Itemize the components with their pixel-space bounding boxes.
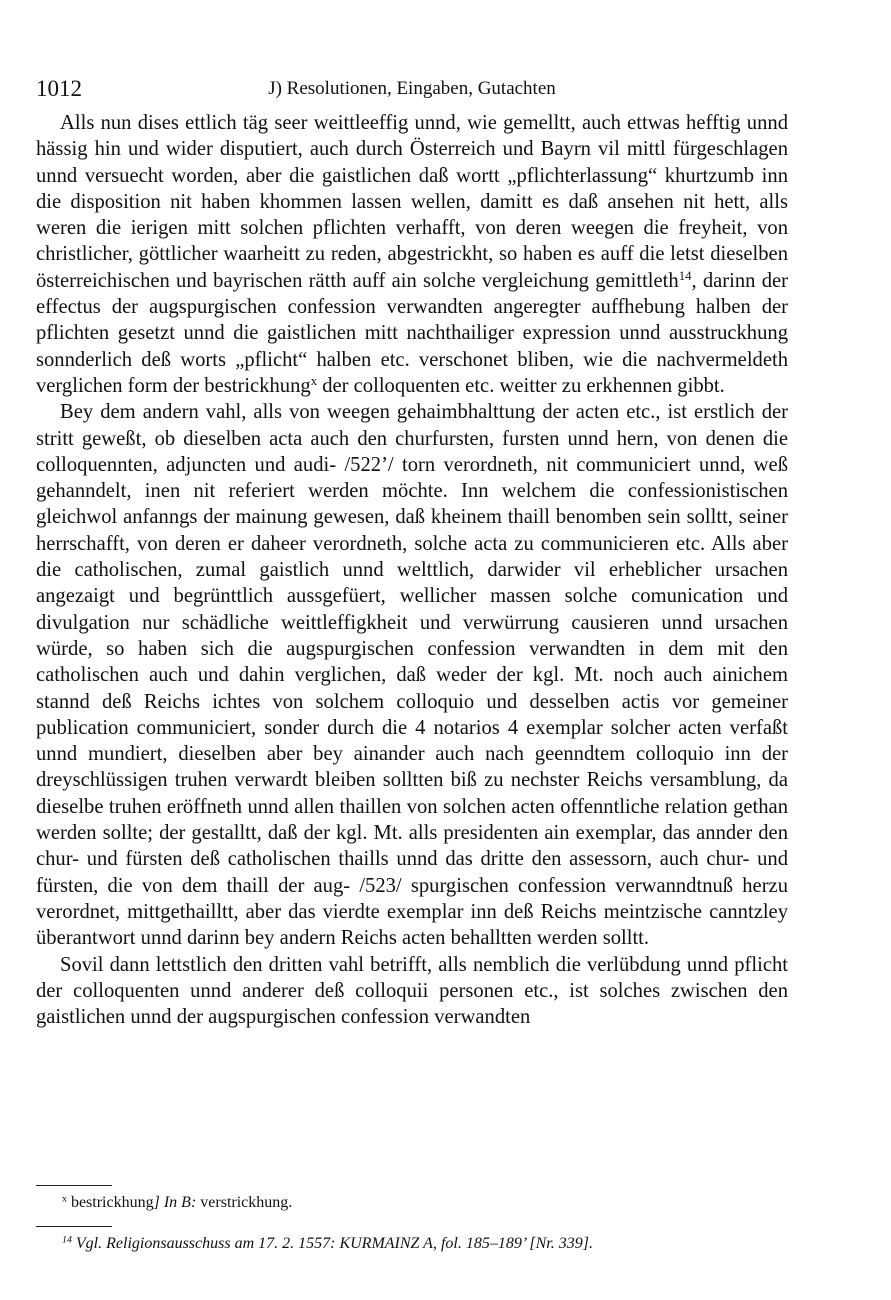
footnote-x-siglum: In B: [159, 1194, 197, 1211]
footnote-14-text: Vgl. Religionsausschuss am 17. 2. 1557: KURMAINZ A, fol. 185–189’ [Nr. 339]. [75, 1235, 593, 1252]
paragraph-3: Sovil dann lettstlich den dritten vahl betrifft, alls nemblich die verlübdung unnd pflicht der colloquenten unnd anderer deß colloquii personen etc., ist solches zwischen den gaistlichen unnd der augspurgischen confession verwandten [36, 953, 788, 1029]
paragraph-1-part-c: der colloquenten etc. weitter zu erkhennen gibbt. [317, 374, 725, 397]
page-number: 1012 [36, 76, 82, 101]
footnote-rule [36, 1185, 112, 1186]
footnote-ref-x[interactable]: x [310, 373, 318, 388]
footnote-x-bracket: ] [153, 1194, 160, 1211]
paragraph-1 [36, 110, 788, 399]
footnote-x-reading: verstrickhung. [196, 1194, 293, 1211]
running-title: J) Resolutionen, Eingaben, Gutachten [268, 78, 556, 99]
paragraph-1-part-b: , darinn der effectus der augspurgischen confession verwandten angeregter auffhebung halben der pflichten gesetzt unnd die gaistlichen mitt nachthailiger expression unnd ausstruckhung sonnderlich deß worts „pflicht“ halben etc. verschonet bliben, wie die nachvermeldeth verglichen form der bestrickhung [36, 269, 788, 397]
paragraph-2: Bey dem andern vahl, alls von weegen gehaimbhalttung der acten etc., ist erstlich der stritt geweßt, ob dieselben acta auch den churfursten, fursten unnd hern, von denen die colloquennten, adjuncten und audi- /522’/ torn verordneth, nit communiciert unnd, weß gehanndelt, inen nit referiert werden möchte. Inn welchem die confessionistischen gleichwol anfanngs der mainung gewesen, daß kheinem thaill benomben sein solltt, seiner herrschafft, von deren er daheer verordneth, solche acta zu communicieren etc. Alls aber die catholischen, zumal gaistlich unnd welttlich, darwider vil erheblicher ursachen angezaigt und begrünttlich aussgefüert, wellicher massen solche comunication und divulgation nur schädliche weittleffigkheit und verwürrung causieren unnd ursachen würde, so haben sich die augspurgischen confession verwandten in dem mit den catholischen auch und dahin verglichen, daß weder der kgl. Mt. noch auch ainichem stannd deß Reichs ichtes von solchem colloquio und desselben actis vor gemeiner publication communiciert, sonder durch die 4 notarios 4 exemplar solcher acten verfaßt unnd mundiert, dieselben aber bey ainander auch nach geenndtem colloquio inn der dreyschlüssigen truhen verwardt bleiben solltten biß zu nechster Reichs versamblung, da dieselbe truhen eröffneth unnd allen thaillen von solchen acten offenntliche relation gethan werden sollte; der gestalltt, daß der kgl. Mt. alls presidenten ain exemplar, das annder den chur- und fürsten deß catholischen thaills unnd das dritte den assessorn, auch chur- und fürsten, die von dem thaill der aug- /523/ spurgischen confession verwanndtnuß herzu verordnet, mittgethailltt, aber das vierdte exemplar inn deß Reichs meintzische canntzley überantwort unnd darinn bey andern Reichs acten behalltten werden solltt. [36, 401, 788, 950]
document-page [36, 70, 788, 1030]
paragraph-1-part-a: Alls nun dises ettlich täg seer weittleeffig unnd, wie gemelltt, auch ettwas hefftig unnd hässig hin und wider disputiert, auch durch Österreich und Bayrn vil mittl fürgeschlagen unnd versuecht worden, aber die gaistlichen daß wortt „pflichterlassung“ khurtzumb inn die disposition nit haben khommen lassen wellen, damitt es daß ansehen nit hett, alls weren die ierigen mitt solchen pflichten verhafft, von deren weegen die freyheit, von christlicher, göttlicher waarheitt zu reden, abgestrickht, so haben es auff die letst dieselben österreichischen und bayrischen rätth auff ain solche vergleichung gemittleth [36, 112, 788, 292]
footnote-x-lemma: bestrickhung [70, 1194, 154, 1211]
footnotes [36, 1185, 788, 1267]
footnote-ref-14[interactable]: 14 [678, 268, 692, 283]
footnote-14 [36, 1233, 788, 1255]
footnote-14-marker: 14 [62, 1234, 72, 1246]
footnote-x-marker: x [62, 1193, 67, 1205]
page-header [36, 70, 788, 110]
footnote-rule-2 [36, 1226, 112, 1227]
footnote-x [36, 1192, 788, 1214]
body-text [36, 110, 788, 1030]
